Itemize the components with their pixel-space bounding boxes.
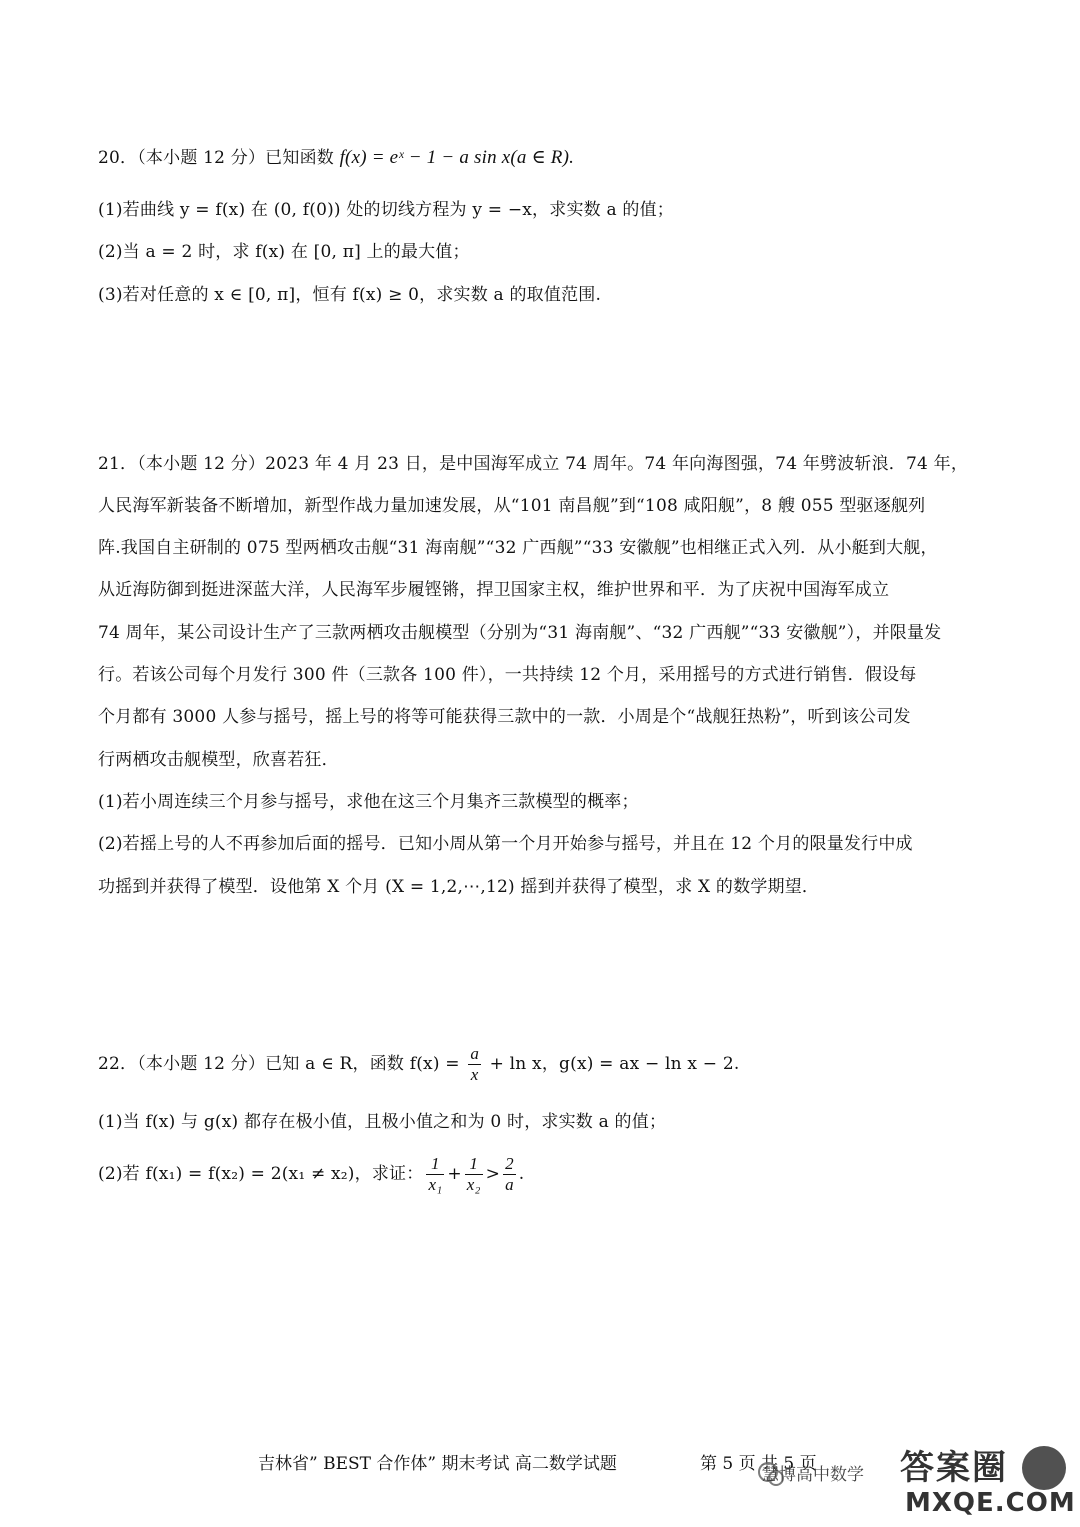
q21-line-3: 阵.我国自主研制的 075 型两栖攻击舰“31 海南舰”“32 广西舰”“33 安徽舰”也相继正式入列．从小艇到大舰，	[98, 538, 938, 558]
q20-header	[98, 146, 988, 170]
q21-line-2: 人民海军新装备不断增加，新型作战力量加速发展，从“101 南昌舰”到“108 咸阳舰”，8 艘 055 型驱逐舰列	[98, 496, 926, 516]
fraction-numerator: 1	[426, 1154, 444, 1175]
period: .	[518, 1164, 525, 1184]
q20-part2: (2)当 a = 2 时，求 f(x) 在 [0, π] 上的最大值；	[98, 242, 470, 262]
q22-part2	[98, 1150, 988, 1198]
q21-part2-line2: 功摇到并获得了模型．设他第 X 个月 (X = 1,2,⋯,12) 摇到并获得了模型，求 X 的数学期望．	[98, 877, 820, 897]
q21-line-4: 从近海防御到挺进深蓝大洋，人民海军步履铿锵，捍卫国家主权，维护世界和平．为了庆祝中国海军成立	[98, 580, 890, 600]
q22-fraction-a-over-x	[468, 1044, 481, 1085]
watermark-logo-url: MXQE.COM	[905, 1488, 1076, 1518]
q21-line-6: 行。若该公司每个月发行 300 件（三款各 100 件），一共持续 12 个月，采用摇号的方式进行销售．假设每	[98, 665, 917, 685]
q21-line-8: 行两栖攻击舰模型，欣喜若狂．	[98, 750, 339, 770]
q22-head-text: 22．（本小题 12 分）已知 a ∈ R，函数 f(x) =	[98, 1054, 466, 1074]
greater-than-sign: >	[485, 1164, 501, 1184]
fraction-denominator: x₁	[428, 1175, 443, 1194]
q22-fraction-1-over-x2	[465, 1154, 483, 1195]
q20-part3: (3)若对任意的 x ∈ [0, π]，恒有 f(x) ≥ 0，求实数 a 的取值范围.	[98, 285, 602, 305]
fraction-denominator: x₂	[466, 1175, 481, 1194]
q21-line-7: 个月都有 3000 人参与摇号，摇上号的将等可能获得三款中的一款．小周是个“战舰狂热粉”，听到该公司发	[98, 707, 911, 727]
q20-function: f(x) = eˣ − 1 − a sin x(a ∈ R).	[339, 147, 575, 168]
fraction-numerator: a	[470, 1044, 480, 1063]
watermark-logo-text: 答案圈	[900, 1448, 1008, 1488]
q21-line-1: 21．（本小题 12 分）2023 年 4 月 23 日，是中国海军成立 74 周年。74 年向海图强，74 年劈波斩浪．74 年，	[98, 454, 969, 474]
q21-line-5: 74 周年，某公司设计生产了三款两栖攻击舰模型（分别为“31 海南舰”、“32 广西舰”“33 安徽舰”），并限量发	[98, 623, 942, 643]
fraction-numerator: 2	[505, 1154, 514, 1173]
fraction-denominator: a	[505, 1175, 514, 1194]
q22-part1: (1)当 f(x) 与 g(x) 都存在极小值，且极小值之和为 0 时，求实数 a 的值；	[98, 1112, 667, 1132]
q22-fraction-1-over-x1	[426, 1154, 444, 1195]
footer-page-number: 第 5 页 共 5 页	[700, 1454, 817, 1474]
q22-header	[98, 1044, 988, 1085]
fraction-denominator: x	[470, 1065, 479, 1084]
q21-part1: (1)若小周连续三个月参与摇号，求他在这三个月集齐三款模型的概率；	[98, 792, 639, 812]
q22-tail-text: + ln x，g(x) = ax − ln x − 2.	[484, 1054, 740, 1074]
watermark-account: 慧博高中数学	[762, 1465, 864, 1485]
q20-part1: (1)若曲线 y = f(x) 在 (0, f(0)) 处的切线方程为 y = −x，求实数 a 的值；	[98, 200, 674, 220]
footer-exam-title: 吉林省” BEST 合作体” 期末考试 高二数学试题	[258, 1454, 617, 1474]
fraction-numerator: 1	[465, 1154, 483, 1175]
q20-head-text: 20．（本小题 12 分）已知函数	[98, 148, 340, 168]
q22-part2-head: (2)若 f(x₁) = f(x₂) = 2(x₁ ≠ x₂)，求证：	[98, 1164, 424, 1184]
plus-sign: +	[447, 1164, 462, 1184]
q21-part2-line1: (2)若摇上号的人不再参加后面的摇号．已知小周从第一个月开始参与摇号，并且在 12 个月的限量发行中成	[98, 834, 913, 854]
q22-fraction-2-over-a	[503, 1154, 516, 1195]
